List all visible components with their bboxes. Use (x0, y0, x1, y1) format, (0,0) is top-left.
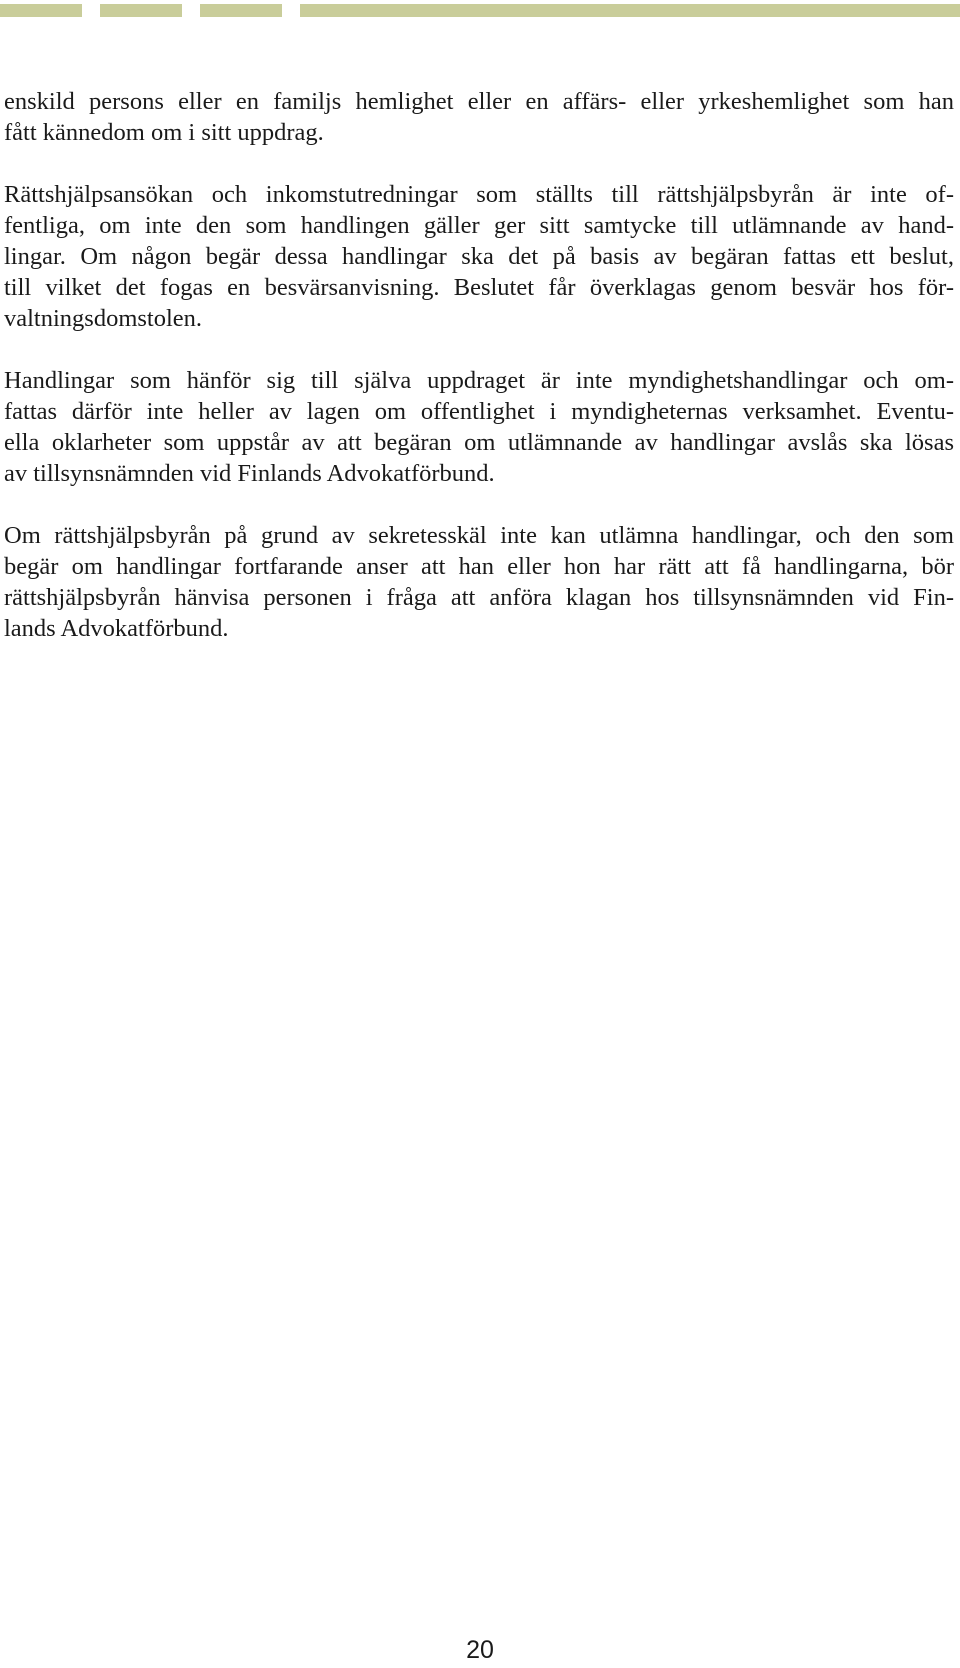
text-line: rättshjälpsbyrån hänvisa personen i fråga att anföra klagan hos tillsynsnämnden vid Fin- (4, 584, 954, 611)
paragraph-3 (4, 365, 954, 489)
paragraph-2 (4, 179, 954, 334)
text-line: fått kännedom om i sitt uppdrag. (4, 119, 324, 146)
header-bar-4 (300, 4, 960, 17)
text-line: lands Advokatförbund. (4, 615, 229, 642)
text-line: lingar. Om någon begär dessa handlingar ska det på basis av begäran fattas ett beslut, (4, 243, 954, 270)
text-line: Handlingar som hänför sig till själva uppdraget är inte myndighetshandlingar och om- (4, 367, 954, 394)
header-bar-3 (200, 4, 282, 17)
text-line: begär om handlingar fortfarande anser att han eller hon har rätt att få handlingarna, bör (4, 553, 954, 580)
text-line: av tillsynsnämnden vid Finlands Advokatförbund. (4, 460, 495, 487)
header-bar-1 (0, 4, 82, 17)
text-line: Om rättshjälpsbyrån på grund av sekretesskäl inte kan utlämna handlingar, och den som (4, 522, 954, 549)
text-line: enskild persons eller en familjs hemlighet eller en affärs- eller yrkeshemlighet som han (4, 88, 954, 115)
header-bar-2 (100, 4, 182, 17)
text-line: Rättshjälpsansökan och inkomstutredningar som ställts till rättshjälpsbyrån är inte of- (4, 181, 954, 208)
paragraph-1 (4, 86, 954, 148)
paragraph-4 (4, 520, 954, 644)
text-line: fattas därför inte heller av lagen om offentlighet i myndigheternas verksamhet. Eventu- (4, 398, 954, 425)
text-line: till vilket det fogas en besvärsanvisning. Beslutet får överklagas genom besvär hos för- (4, 274, 954, 301)
text-line: valtningsdomstolen. (4, 305, 203, 332)
text-line: ella oklarheter som uppstår av att begäran om utlämnande av handlingar avslås ska lösas (4, 429, 954, 456)
text-line: fentliga, om inte den som handlingen gäller ger sitt samtycke till utlämnande av hand- (4, 212, 954, 239)
document-body (4, 86, 954, 675)
page-number: 20 (466, 1636, 494, 1664)
